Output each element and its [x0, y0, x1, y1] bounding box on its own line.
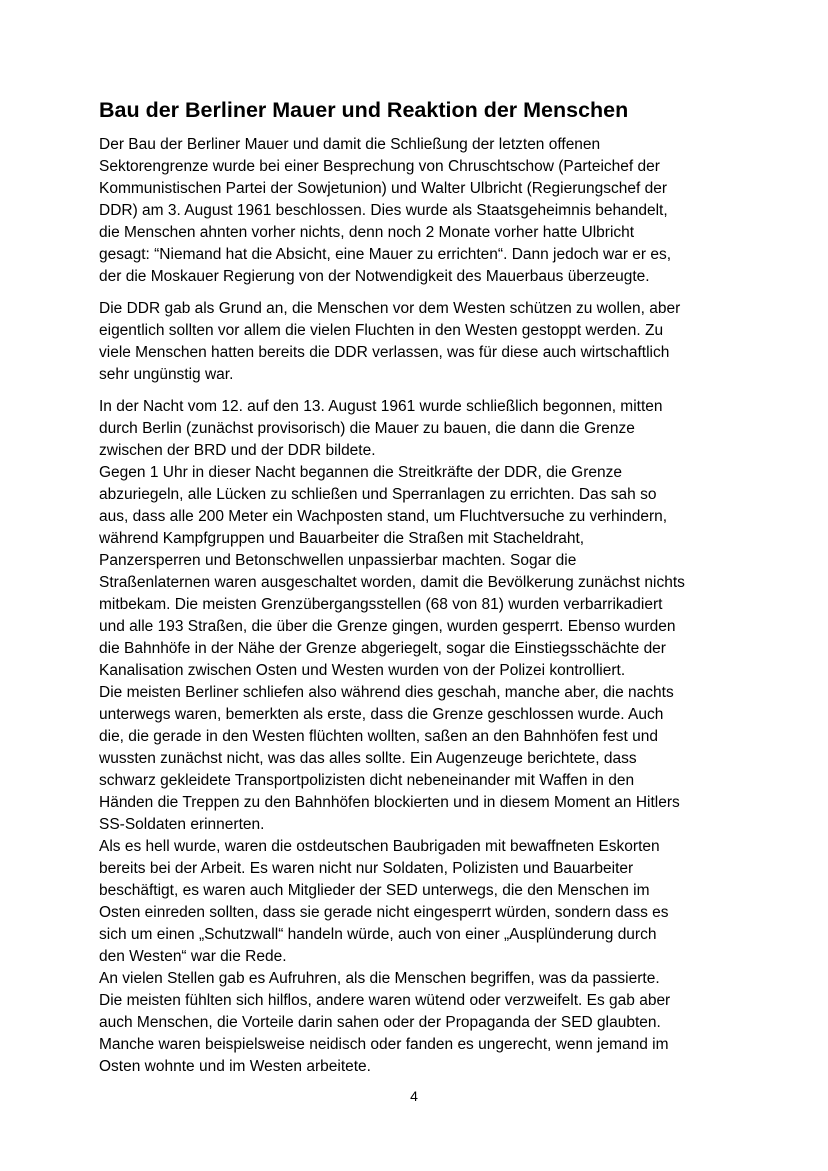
- text-line: Kommunistischen Partei der Sowjetunion) und Walter Ulbricht (Regierungschef der: [99, 180, 668, 197]
- text-line: auch Menschen, die Vorteile darin sahen oder der Propaganda der SED glaubten.: [99, 1014, 661, 1031]
- text-line: wussten zunächst nicht, was das alles sollte. Ein Augenzeuge berichtete, dass: [99, 750, 637, 767]
- text-line: SS-Soldaten erinnerten.: [99, 816, 265, 833]
- text-line: Als es hell wurde, waren die ostdeutschen Baubrigaden mit bewaffneten Eskorten: [99, 838, 660, 855]
- text-line: den Westen“ war die Rede.: [99, 948, 287, 965]
- text-line: In der Nacht vom 12. auf den 13. August 1961 wurde schließlich begonnen, mitten: [99, 398, 663, 415]
- text-line: bereits bei der Arbeit. Es waren nicht nur Soldaten, Polizisten und Bauarbeiter: [99, 860, 634, 877]
- text-line: sich um einen „Schutzwall“ handeln würde, auch von einer „Ausplünderung durch: [99, 926, 657, 943]
- text-line: die Menschen ahnten vorher nichts, denn noch 2 Monate vorher hatte Ulbricht: [99, 224, 635, 241]
- text-line: Osten wohnte und im Westen arbeitete.: [99, 1058, 371, 1075]
- text-line: Osten einreden sollten, dass sie gerade nicht eingesperrt würden, sondern dass es: [99, 904, 669, 921]
- page-number: 4: [410, 1088, 418, 1104]
- paragraph-1: [99, 134, 739, 288]
- document-title: Bau der Berliner Mauer und Reaktion der Menschen: [99, 98, 629, 122]
- text-line: schwarz gekleidete Transportpolizisten dicht nebeneinander mit Waffen in den: [99, 772, 635, 789]
- paragraph-3: [99, 396, 739, 1078]
- text-line: beschäftigt, es waren auch Mitglieder der SED unterwegs, die den Menschen im: [99, 882, 650, 899]
- text-line: An vielen Stellen gab es Aufruhren, als die Menschen begriffen, was da passierte.: [99, 970, 660, 987]
- text-line: und alle 193 Straßen, die über die Grenze gingen, wurden gesperrt. Ebenso wurden: [99, 618, 676, 635]
- text-line: während Kampfgruppen und Bauarbeiter die Straßen mit Stacheldraht,: [99, 530, 585, 547]
- text-line: DDR) am 3. August 1961 beschlossen. Dies wurde als Staatsgeheimnis behandelt,: [99, 202, 668, 219]
- text-line: Der Bau der Berliner Mauer und damit die Schließung der letzten offenen: [99, 136, 601, 153]
- text-line: sehr ungünstig war.: [99, 366, 234, 383]
- text-line: eigentlich sollten vor allem die vielen Fluchten in den Westen gestoppt werden. Zu: [99, 322, 664, 339]
- paragraph-2: [99, 298, 739, 386]
- text-line: die Bahnhöfe in der Nähe der Grenze abgeriegelt, sogar die Einstiegsschächte der: [99, 640, 666, 657]
- text-line: zwischen der BRD und der DDR bildete.: [99, 442, 376, 459]
- text-line: die, die gerade in den Westen flüchten wollten, saßen an den Bahnhöfen fest und: [99, 728, 658, 745]
- text-line: Gegen 1 Uhr in dieser Nacht begannen die Streitkräfte der DDR, die Grenze: [99, 464, 622, 481]
- text-line: Die DDR gab als Grund an, die Menschen vor dem Westen schützen zu wollen, aber: [99, 300, 681, 317]
- text-line: abzuriegeln, alle Lücken zu schließen und Sperranlagen zu errichten. Das sah so: [99, 486, 657, 503]
- text-line: aus, dass alle 200 Meter ein Wachposten stand, um Fluchtversuche zu verhindern,: [99, 508, 668, 525]
- text-line: Händen die Treppen zu den Bahnhöfen blockierten und in diesem Moment an Hitlers: [99, 794, 680, 811]
- text-line: Die meisten Berliner schliefen also während dies geschah, manche aber, die nachts: [99, 684, 674, 701]
- text-line: der die Moskauer Regierung von der Notwendigkeit des Mauerbaus überzeugte.: [99, 268, 650, 285]
- text-line: viele Menschen hatten bereits die DDR verlassen, was für diese auch wirtschaftlich: [99, 344, 670, 361]
- text-line: unterwegs waren, bemerkten als erste, dass die Grenze geschlossen wurde. Auch: [99, 706, 664, 723]
- document-page: [99, 96, 739, 1078]
- text-line: durch Berlin (zunächst provisorisch) die Mauer zu bauen, die dann die Grenze: [99, 420, 635, 437]
- text-line: gesagt: “Niemand hat die Absicht, eine Mauer zu errichten“. Dann jedoch war er es,: [99, 246, 672, 263]
- text-line: Die meisten fühlten sich hilflos, andere waren wütend oder verzweifelt. Es gab aber: [99, 992, 671, 1009]
- text-line: Kanalisation zwischen Osten und Westen wurden von der Polizei kontrolliert.: [99, 662, 626, 679]
- text-line: Sektorengrenze wurde bei einer Besprechung von Chruschtschow (Parteichef der: [99, 158, 660, 175]
- text-line: Panzersperren und Betonschwellen unpassierbar machten. Sogar die: [99, 552, 577, 569]
- text-line: Straßenlaternen waren ausgeschaltet worden, damit die Bevölkerung zunächst nichts: [99, 574, 685, 591]
- text-line: mitbekam. Die meisten Grenzübergangsstellen (68 von 81) wurden verbarrikadiert: [99, 596, 663, 613]
- text-line: Manche waren beispielsweise neidisch oder fanden es ungerecht, wenn jemand im: [99, 1036, 669, 1053]
